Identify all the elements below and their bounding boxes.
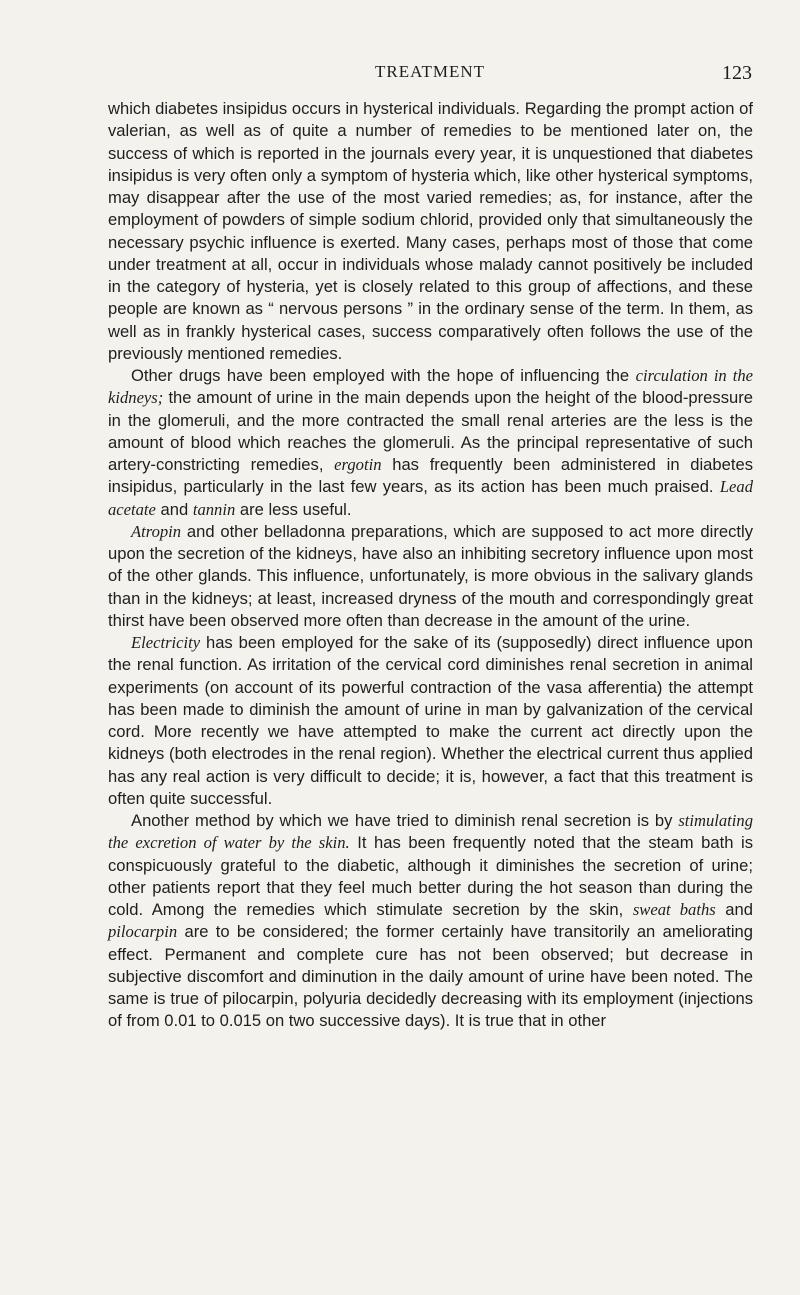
text-run: and other belladonna preparations, which are supposed to act more directly upon the secretion of the kidneys, have also an inhibiting secretory influence upon most of the other glands. This influence, unfortunately, is more obvious in the salivary glands than in the kidneys; at least, increased dryness of the mouth and correspondingly great thirst have been observed more often than decrease in the amount of the urine. xyxy=(108,521,753,630)
running-head: TREATMENT xyxy=(374,62,486,81)
text-run: has frequently been administered in diabetes insipidus, particularly in the last few years, as its action has been much praised. xyxy=(108,455,754,497)
page-number: 123 xyxy=(722,62,752,84)
text-run: Other drugs have been employed with the hope of influencing the xyxy=(131,366,636,385)
italic-text: ergotin xyxy=(334,455,382,474)
text-run: and xyxy=(715,900,753,919)
paragraph xyxy=(108,98,753,365)
paragraph xyxy=(108,810,753,1033)
italic-text: Atropin xyxy=(131,521,182,541)
paragraph xyxy=(108,365,753,521)
italic-text: sweat baths xyxy=(632,900,716,919)
italic-text: tannin xyxy=(192,499,236,519)
text-run: Another method by which we have tried to diminish renal secretion is by xyxy=(131,811,679,830)
text-run: are to be considered; the former certainly have transitorily an ameliorating effect. Permanent and complete cure has not been observed; but decrease in subjective discomfort and diminution in the daily amount of urine have been noted. The same is true of pilocarpin, polyuria decidedly decreasing with its employment (injections of from 0.01 to 0.015 on two successive days). It is true that in other xyxy=(108,922,753,1031)
italic-text: circulation in the kidneys; xyxy=(108,366,753,408)
text-run: It has been frequently noted that the steam bath is conspicuously grateful to the diabetic, although it diminishes the secretion of urine; other patients report that they feel much better during the hot season than during the cold. Among the remedies which stimulate secretion by the skin, xyxy=(108,833,754,919)
text-run: has been employed for the sake of its (supposedly) direct influence upon the renal function. As irritation of the cervical cord diminishes renal secretion in animal experiments (on account of its powerful contraction of the vasa afferentia) the attempt has been made to diminish the amount of urine in man by galvanization of the cervical cord. More recently we have attempted to make the current act directly upon the kidneys (both electrodes in the renal region). Whether the electrical current thus applied has any real action is very difficult to decide; it is, however, a fact that this treatment is often quite successful. xyxy=(108,633,753,808)
paragraph xyxy=(108,521,753,632)
italic-text: stimulating the excretion of water by the skin. xyxy=(108,811,753,853)
body-text xyxy=(108,98,753,1033)
paragraph xyxy=(108,632,753,810)
page-header xyxy=(108,62,752,92)
text-run: which diabetes insipidus occurs in hysterical individuals. Regarding the prompt action of valerian, as well as of quite a number of remedies to be mentioned later on, the success of which is reported in the journals every year, it is unquestioned that diabetes insipidus is very often only a symptom of hysteria which, like other hysterical symptoms, may disappear after the use of the most varied remedies; as, for instance, after the employment of powders of simple sodium chlorid, provided only that simultaneously the necessary psychic influence is exerted. Many cases, perhaps most of those that come under treatment at all, occur in individuals whose malady cannot positively be included in the category of hysteria, yet is closely related to this group of affections, and these people are known as “ nervous persons ” in the ordinary sense of the term. In them, as well as in frankly hysterical cases, success comparatively often follows the use of the previously mentioned remedies. xyxy=(108,99,753,363)
italic-text: Electricity xyxy=(131,633,201,652)
italic-text: pilocarpin xyxy=(108,922,178,942)
italic-text: Lead acetate xyxy=(108,477,753,519)
text-run: the amount of urine in the main depends upon the height of the blood-pressure in the glomeruli, and the more contracted the small renal arteries are the less is the amount of blood which reaches the glomeruli. As the principal representative of such artery-constricting remedies, xyxy=(108,388,753,474)
text-run: are less useful. xyxy=(235,499,352,519)
text-run: and xyxy=(155,499,193,519)
